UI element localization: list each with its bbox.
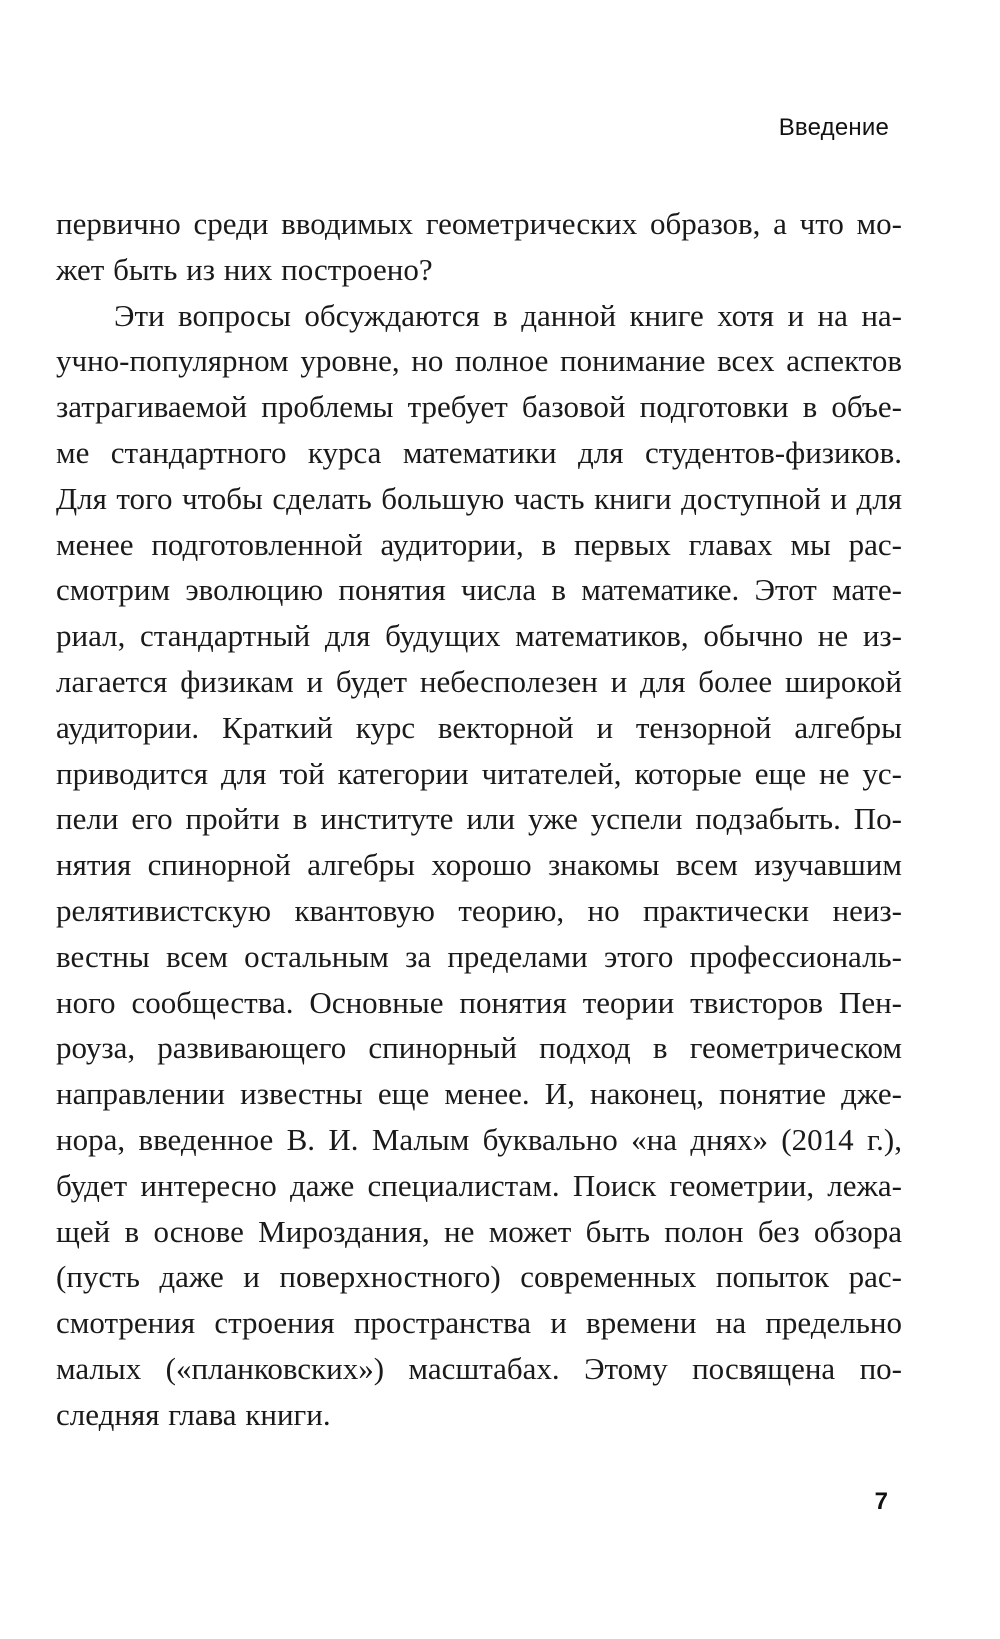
body-text bbox=[56, 201, 902, 1438]
text-line: первично среди вводимых геометрических образов, а что мо- bbox=[56, 206, 902, 241]
text-line: риал, стандартный для будущих математиков, обычно не из- bbox=[56, 618, 902, 654]
text-line: смотрения строения пространства и времени на предельно bbox=[56, 1305, 902, 1341]
text-line: вестны всем остальным за пределами этого профессиональ- bbox=[56, 938, 902, 974]
running-header: Введение bbox=[778, 114, 889, 141]
text-line: (пусть даже и поверхностного) современных попыток рас- bbox=[56, 1259, 902, 1295]
text-line: ного сообщества. Основные понятия теории твисторов Пен- bbox=[56, 984, 902, 1020]
text-line: малых («планковских») масштабах. Этому посвящена по- bbox=[56, 1350, 902, 1386]
text-line: смотрим эволюцию понятия числа в математике. Этот мате- bbox=[56, 572, 902, 608]
text-line: лагается физикам и будет небесполезен и для более широкой bbox=[56, 663, 902, 699]
text-line: направлении известны еще менее. И, наконец, понятие дже- bbox=[56, 1076, 902, 1112]
text-line: приводится для той категории читателей, которые еще не ус- bbox=[56, 755, 902, 791]
text-line: роуза, развивающего спинорный подход в геометрическом bbox=[56, 1030, 902, 1066]
text-line: нятия спинорной алгебры хорошо знакомы всем изучавшим bbox=[56, 847, 902, 883]
text-line: жет быть из них построено? bbox=[56, 251, 433, 287]
text-line-paragraph-start: Эти вопросы обсуждаются в данной книге хотя и на на- bbox=[114, 297, 902, 333]
text-line: менее подготовленной аудитории, в первых главах мы рас- bbox=[56, 526, 902, 562]
text-line: затрагиваемой проблемы требует базовой подготовки в объе- bbox=[56, 389, 902, 425]
text-line: учно-популярном уровне, но полное понимание всех аспектов bbox=[56, 343, 902, 379]
text-line: аудитории. Краткий курс векторной и тензорной алгебры bbox=[56, 709, 902, 745]
text-line: будет интересно даже специалистам. Поиск геометрии, лежа- bbox=[56, 1167, 902, 1203]
text-line: следняя глава книги. bbox=[56, 1396, 331, 1432]
text-line: нора, введенное В. И. Малым буквально «на днях» (2014 г.), bbox=[56, 1121, 902, 1157]
text-line: релятивистскую квантовую теорию, но практически неиз- bbox=[56, 892, 902, 928]
text-line: щей в основе Мироздания, не может быть полон без обзора bbox=[56, 1213, 902, 1249]
page-number: 7 bbox=[874, 1488, 888, 1515]
text-line: Для того чтобы сделать большую часть книги доступной и для bbox=[56, 480, 902, 516]
text-line: ме стандартного курса математики для студентов-физиков. bbox=[56, 434, 902, 470]
text-line: пели его пройти в институте или уже успели подзабыть. По- bbox=[56, 801, 902, 837]
